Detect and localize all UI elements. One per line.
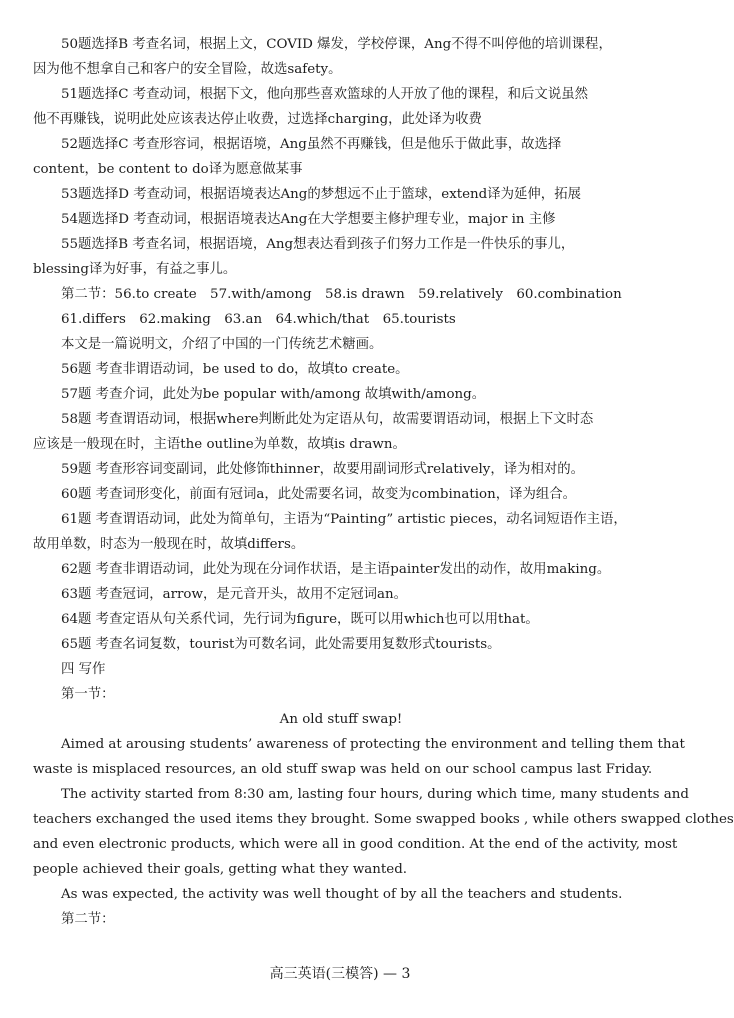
- essay-line: waste is misplaced resources, an old stuff swap was held on our school campus last Friday.: [33, 762, 653, 777]
- text-line: 62题 考查非谓语动词，此处为现在分词作状语，是主语painter发出的动作，故用making。: [61, 562, 611, 577]
- text-line: 他不再赚钱，说明此处应该表达停止收费，过选择charging，此处译为收费: [33, 112, 482, 127]
- text-line: 61.differs 62.making 63.an 64.which/that 65.tourists: [61, 312, 456, 327]
- essay-line: As was expected, the activity was well thought of by all the teachers and students.: [61, 887, 623, 902]
- essay-line: and even electronic products, which were all in good condition. At the end of the activity, most: [33, 837, 678, 852]
- text-line: 50题选择B 考查名词，根据上文，COVID 爆发，学校停课，Ang不得不叫停他的培训课程，: [61, 37, 612, 52]
- text-line: 第一节：: [61, 687, 115, 702]
- text-line: 故用单数，时态为一般现在时，故填differs。: [33, 537, 305, 552]
- answer-key-body: [33, 32, 734, 932]
- essay-line: Aimed at arousing students’ awareness of protecting the environment and telling them that: [61, 737, 685, 752]
- essay-line: The activity started from 8:30 am, lasting four hours, during which time, many students and: [61, 787, 689, 802]
- text-line: 应该是一般现在时，主语the outline为单数，故填is drawn。: [33, 437, 406, 452]
- text-line: 51题选择C 考查动词，根据下文，他向那些喜欢篮球的人开放了他的课程，和后文说虽然: [61, 87, 588, 102]
- text-line: 58题 考查谓语动词，根据where判断此处为定语从句，故需要谓语动词，根据上下文时态: [61, 412, 594, 427]
- text-line: 57题 考查介词，此处为be popular with/among 故填with/among。: [61, 387, 486, 402]
- text-line: 第二节：56.to create 57.with/among 58.is drawn 59.relatively 60.combination: [61, 287, 622, 302]
- text-line: 52题选择C 考查形容词，根据语境，Ang虽然不再赚钱，但是他乐于做此事，故选择: [61, 137, 562, 152]
- text-line: 65题 考查名词复数，tourist为可数名词，此处需要用复数形式tourists。: [61, 637, 501, 652]
- text-line: content，be content to do译为愿意做某事: [33, 162, 303, 177]
- essay-line: people achieved their goals, getting what they wanted.: [33, 862, 408, 877]
- text-line: 60题 考查词形变化，前面有冠词a，此处需要名词，故变为combination，译为组合。: [61, 487, 577, 502]
- text-line: 53题选择D 考查动词，根据语境表达Ang的梦想远不止于篮球，extend译为延伸，拓展: [61, 187, 581, 202]
- text-line: 63题 考查冠词，arrow，是元音开头，故用不定冠词an。: [61, 587, 408, 602]
- text-line: 61题 考查谓语动词，此处为简单句，主语为“Painting” artistic pieces，动名词短语作主语，: [61, 512, 627, 527]
- essay-line: teachers exchanged the used items they brought. Some swapped books , while others swapped clothes: [33, 812, 734, 827]
- text-line: 54题选择D 考查动词，根据语境表达Ang在大学想要主修护理专业，major in 主修: [61, 212, 556, 227]
- section-heading: 第二节：: [61, 912, 115, 927]
- text-line: 56题 考查非谓语动词，be used to do，故填to create。: [61, 362, 409, 377]
- text-line: blessing译为好事，有益之事儿。: [33, 262, 237, 277]
- text-line: 四 写作: [61, 662, 106, 677]
- text-line: 59题 考查形容词变副词，此处修饰thinner，故要用副词形式relatively，译为相对的。: [61, 462, 585, 477]
- text-line: 64题 考查定语从句关系代词，先行词为figure，既可以用which也可以用that。: [61, 612, 539, 627]
- text-line: 本文是一篇说明文，介绍了中国的一门传统艺术糖画。: [61, 337, 383, 352]
- text-line: 因为他不想拿自己和客户的安全冒险，故选safety。: [33, 62, 342, 77]
- page-footer: 高三英语(三模答) — 3: [269, 966, 411, 982]
- essay-title: An old stuff swap!: [279, 712, 403, 727]
- text-line: 55题选择B 考查名词，根据语境，Ang想表达看到孩子们努力工作是一件快乐的事儿，: [61, 237, 575, 252]
